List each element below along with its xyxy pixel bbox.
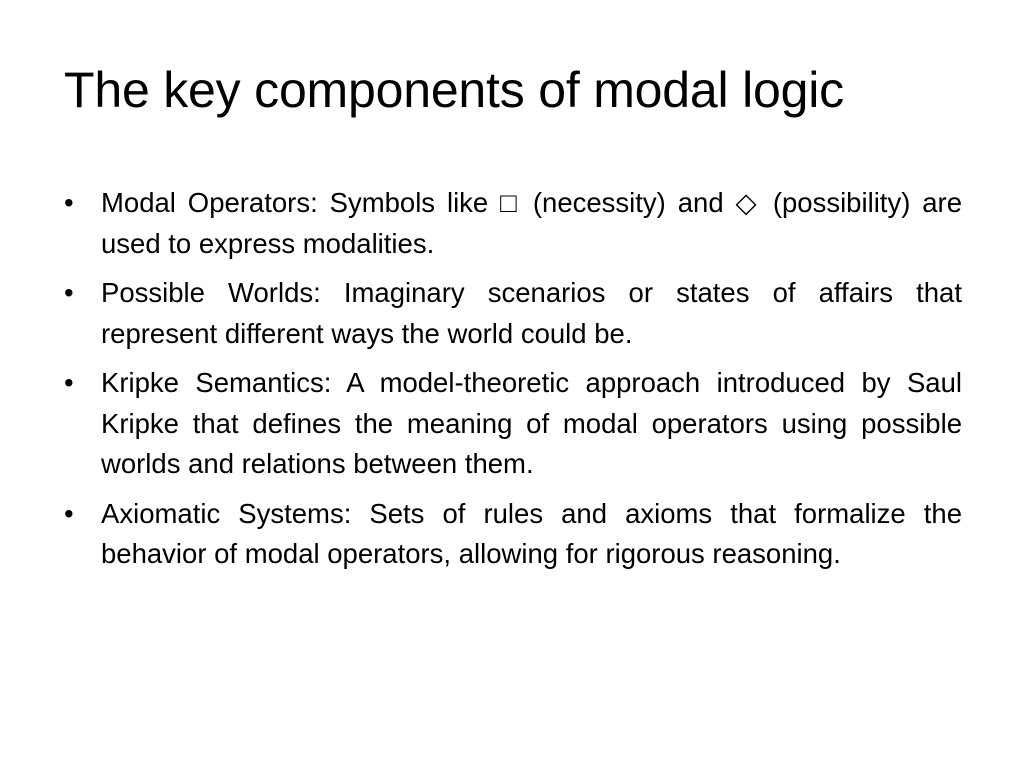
bullet-list bbox=[64, 183, 962, 584]
bullet-item-possible-worlds bbox=[64, 273, 962, 354]
slide-title: The key components of modal logic bbox=[64, 62, 844, 118]
bullet-icon: • bbox=[64, 277, 74, 308]
bullet-text: Kripke Semantics: A model-theoretic approach introduced by Saul Kripke that defines the meaning of modal operators using possible worlds and relations between them. bbox=[101, 367, 962, 479]
bullet-text: Axiomatic Systems: Sets of rules and axioms that formalize the behavior of modal operators, allowing for rigorous reasoning. bbox=[101, 497, 962, 569]
bullet-icon: • bbox=[64, 187, 74, 218]
bullet-icon: • bbox=[64, 497, 74, 529]
bullet-icon: • bbox=[64, 367, 74, 398]
bullet-item-modal-operators bbox=[64, 183, 962, 264]
bullet-item-axiomatic-systems bbox=[64, 494, 962, 575]
bullet-item-kripke-semantics bbox=[64, 363, 962, 485]
bullet-text: Possible Worlds: Imaginary scenarios or states of affairs that represent different ways the world could be. bbox=[101, 277, 962, 349]
bullet-text: Modal Operators: Symbols like □ (necessity) and ◇ (possibility) are used to express modalities. bbox=[101, 187, 962, 259]
